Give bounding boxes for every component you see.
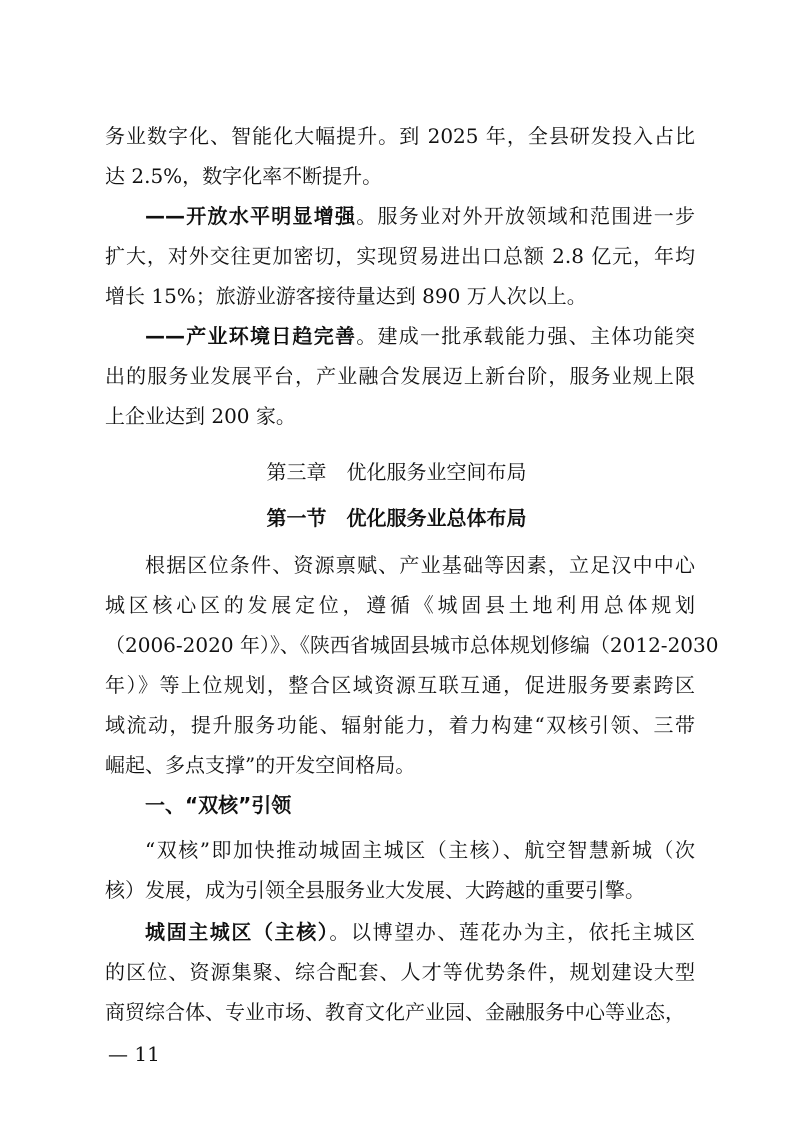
paragraph-4-line-5: 域流动，提升服务功能、辐射能力，着力构建“双核引领、三带 [105, 713, 695, 737]
paragraph-5-line-2: 核）发展，成为引领全县服务业大发展、大跨越的重要引擎。 [105, 878, 645, 902]
paragraph-4-line-2: 城区核心区的发展定位，遵循《城固县土地利用总体规划 [105, 593, 695, 617]
paragraph-2-bold-lead: ——开放水平明显增强 [145, 204, 357, 228]
paragraph-3-bold-lead: ——产业环境日趋完善 [145, 324, 357, 348]
paragraph-3-line-2: 出的服务业发展平台，产业融合发展迈上新台阶，服务业规上限 [105, 364, 695, 388]
paragraph-3-line-1 [145, 322, 695, 350]
paragraph-6-line-3: 商贸综合体、专业市场、教育文化产业园、金融服务中心等业态， [105, 1000, 685, 1024]
paragraph-6-line-2: 的区位、资源集聚、综合配套、人才等优势条件，规划建设大型 [105, 960, 695, 984]
paragraph-3-line-3: 上企业达到 200 家。 [105, 404, 296, 428]
paragraph-6-bold-lead: 城固主城区（主核） [145, 920, 330, 944]
paragraph-2-line-1 [145, 202, 695, 230]
paragraph-1-line-1: 务业数字化、智能化大幅提升。到 2025 年，全县研发投入占比 [105, 124, 695, 148]
subheading-dual-core: 一、“双核”引领 [145, 793, 292, 817]
paragraph-6-line-1 [145, 918, 695, 946]
paragraph-4-line-6: 崛起、多点支撑”的开发空间格局。 [105, 753, 416, 777]
paragraph-6-line-1-text: 。以博望办、莲花办为主，依托主城区 [329, 920, 696, 944]
paragraph-1-line-2: 达 2.5%，数字化率不断提升。 [105, 164, 383, 188]
paragraph-4-line-3: （2006-2020 年）》、《陕西省城固县城市总体规划修编（2012-2030 [105, 633, 719, 657]
paragraph-2-line-1-text: 。服务业对外开放领域和范围进一步 [356, 204, 695, 228]
section-title: 第一节 优化服务业总体布局 [266, 506, 527, 530]
page-number: — 11 [108, 1042, 160, 1066]
paragraph-5-line-1: “双核”即加快推动城固主城区（主核）、航空智慧新城（次 [145, 838, 695, 862]
paragraph-3-line-1-text: 。建成一批承载能力强、主体功能突 [356, 324, 695, 348]
chapter-title: 第三章 优化服务业空间布局 [266, 460, 527, 484]
paragraph-2-line-3: 增长 15%；旅游业游客接待量达到 890 万人次以上。 [105, 284, 587, 308]
paragraph-4-line-4: 年）》等上位规划，整合区域资源互联互通，促进服务要素跨区 [105, 673, 695, 697]
paragraph-2-line-2: 扩大，对外交往更加密切，实现贸易进出口总额 2.8 亿元，年均 [105, 244, 695, 268]
paragraph-4-line-1: 根据区位条件、资源禀赋、产业基础等因素，立足汉中中心 [145, 553, 695, 577]
